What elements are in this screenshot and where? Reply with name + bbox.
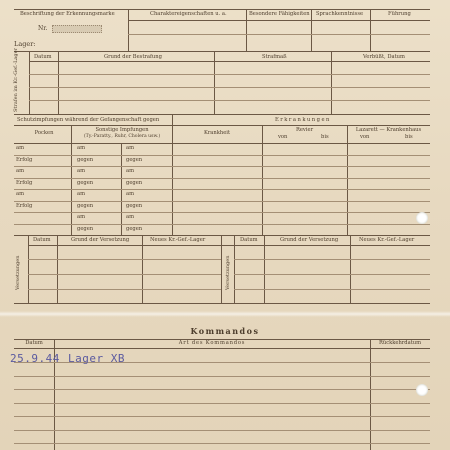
versetzungen-right-side-label: Versetzungen [225,255,231,290]
impfung-cell: gegen [77,179,94,186]
revier-von: von [278,134,288,140]
col-sonstige: Sonstige Impfungen [95,127,149,133]
versetzungen-left-side-label: Versetzungen [15,255,21,290]
punch-hole [416,384,428,396]
lazarett-bis: bis [405,134,413,140]
nr-field [52,25,102,33]
kommandos-title: Kommandos [190,326,260,336]
impfung-cell: gegen [126,179,143,186]
sprach-label: Sprachkenntnisse [316,11,364,17]
fold-crease [0,311,450,317]
top-border [14,9,430,10]
lazarett-von: von [360,134,370,140]
faehigkeiten-label: Besondere Fähigkeiten [249,11,310,17]
impfung-cell: am [77,145,86,151]
impfung-cell: gegen [77,156,94,163]
impfung-cell: am [16,191,25,197]
punch-hole [416,212,428,224]
impfung-cell: am [77,214,86,220]
vers-left-header-grund: Grund der Versetzung [71,237,130,243]
impfung-cell: am [77,168,86,174]
kommandos-header-datum: Datum [25,340,43,346]
charakter-label: Charaktereigenschaften u. a. [150,11,227,17]
impfung-cell: am [126,168,135,174]
kommandos-header-art: Art des Kommandos [178,340,246,346]
impfung-cell: Erfolg [16,202,33,209]
kommando-entry-date: 25.9.44 [10,352,60,365]
vers-right-header-lager: Neues Kr.-Gef.-Lager [359,237,415,243]
col-lazarett: Lazarett — Krankenhaus [355,127,422,133]
schutz-header: Schutzimpfungen während der Gefangenschaft gegen [17,117,160,123]
impfung-cell: gegen [77,225,94,232]
vers-left-header-datum: Datum [33,237,51,243]
marke-label: Beschriftung der Erkennungsmarke [20,11,115,17]
col-pocken: Pocken [34,130,54,136]
kommando-entry-art: Lager XB [68,352,125,365]
impfung-cell: gegen [126,202,143,209]
impfung-cell: Erfolg [16,179,33,186]
strafen-header-grund: Grund der Bestrafung [104,54,162,60]
impfung-cell: am [126,214,135,220]
col-revier: Revier [295,127,314,133]
impfung-table [14,143,430,235]
strafen-header-verbuesst: Verbüßt, Datum [363,54,405,60]
fuehrung-label: Führung [388,11,411,17]
strafen-header-strafmass: Strafmaß [262,54,287,60]
impfung-cell: am [126,191,135,197]
impfung-cell: gegen [126,156,143,163]
strafen-side-label: Strafen im Kr.-Gef.-Lager [13,48,19,112]
strafen-header-datum: Datum [34,54,52,60]
impfung-cell: am [126,145,135,151]
lager-label: Lager: [14,40,36,48]
impfung-cell: gegen [77,202,94,209]
impfung-cell: gegen [126,225,143,232]
impfung-cell: am [77,191,86,197]
impfung-cell: Erfolg [16,156,33,163]
vers-right-header-grund: Grund der Versetzung [280,237,339,243]
vers-right-header-datum: Datum [240,237,258,243]
revier-bis: bis [321,134,329,140]
kommandos-header-rueckkehr: Rückkehrdatum [378,340,422,346]
col-sonstige-sub: (Ty.-Paratty., Ruhr, Cholera usw.) [83,134,161,139]
erkrankungen-header: Erkrankungen [275,117,331,123]
impfung-cell: am [16,145,25,151]
vers-left-header-lager: Neues Kr.-Gef.-Lager [150,237,206,243]
nr-label: Nr. [38,25,48,32]
col-krankheit: Krankheit [203,130,231,136]
impfung-cell: am [16,168,25,174]
